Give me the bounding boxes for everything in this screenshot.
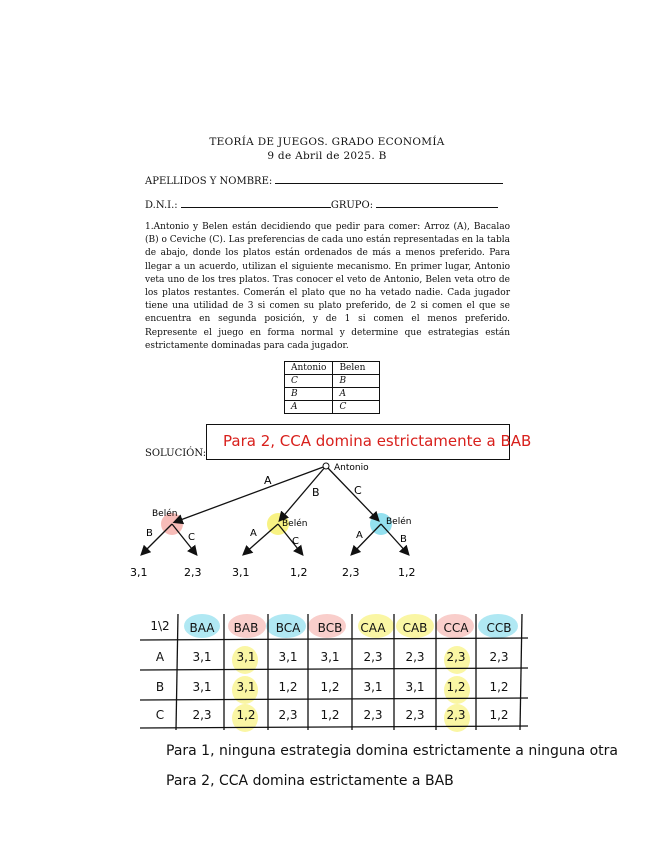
matrix-cell: 3,1 [320, 650, 340, 664]
matrix-cell: 2,3 [363, 708, 383, 722]
matrix-cell: 1,2 [320, 708, 340, 722]
col-header: BAB [233, 621, 259, 635]
belen-label-right: Belén [386, 517, 412, 527]
col-header: BCA [275, 621, 301, 635]
pref-header-antonio: Antonio [285, 362, 333, 375]
pref-header-belen: Belen [333, 362, 380, 375]
group-line [376, 197, 498, 208]
matrix-cell: 1,2 [278, 680, 298, 694]
matrix-cell: 2,3 [363, 650, 383, 664]
problem-text: 1.Antonio y Belen están decidiendo que pedir para comer: Arroz (A), Bacalao (B) o Ceviche (C). Las preferencias de cada uno están representadas en la tabla de abajo, donde los platos están ordenados de más a menos preferido. Para llegar a un acuerdo, utilizan el siguiente mecanismo. En primer lugar, Antonio veta uno de los tres platos. Tras conocer el veto de Antonio, Belen veta otro de los platos restantes. Comerán el plato que no ha vetado nadie. Cada jugador tiene una utilidad de 3 si comen su plato preferido, de 2 si comen el que se encuentra en segunda posición, y de 1 si comen el menos preferido. Represente el juego en forma normal y determine que estrategias están estrictamente dominadas para cada jugador. [145, 222, 510, 351]
matrix-cell: 3,1 [405, 680, 425, 694]
game-tree [120, 458, 440, 588]
subedge-label: A [250, 528, 257, 539]
matrix-cell: 3,1 [363, 680, 383, 694]
pref-cell: A [285, 401, 333, 414]
pref-cell: A [333, 388, 380, 401]
row-label: A [155, 650, 165, 664]
root-label: Antonio [334, 463, 369, 473]
matrix-cell: 1,2 [320, 680, 340, 694]
preferences-table [284, 361, 380, 414]
pref-cell: B [333, 375, 380, 388]
payoff: 2,3 [342, 566, 360, 579]
col-header: CAB [402, 621, 428, 635]
dni-label: D.N.I.: [145, 200, 178, 211]
matrix-cell: 1,2 [236, 708, 256, 722]
pref-cell: B [285, 388, 333, 401]
belen-label-middle: Belén [282, 519, 308, 529]
conclusion-player-1: Para 1, ninguna estrategia domina estrictamente a ninguna otra [166, 743, 619, 759]
payoff: 3,1 [232, 566, 250, 579]
pref-cell: C [333, 401, 380, 414]
matrix-cell: 2,3 [446, 650, 466, 664]
dni-group-field [145, 197, 498, 211]
matrix-corner: 1\2 [150, 619, 170, 633]
exam-date: 9 de Abril de 2025. B [267, 150, 387, 162]
col-header: BAA [189, 621, 215, 635]
root-node [323, 463, 329, 469]
name-label: APELLIDOS Y NOMBRE: [145, 176, 273, 187]
payoff: 2,3 [184, 566, 202, 579]
subedge-label: B [400, 534, 407, 545]
matrix-cell: 2,3 [446, 708, 466, 722]
name-field [145, 173, 503, 187]
belen-label-left: Belén [152, 509, 178, 519]
payoff: 1,2 [290, 566, 308, 579]
subedge-label: B [146, 528, 153, 539]
col-header: BCB [317, 621, 343, 635]
matrix-cell: 2,3 [278, 708, 298, 722]
subedge-label: C [292, 536, 299, 547]
solution-label: SOLUCIÓN: [145, 448, 207, 459]
edge-c-label: C [354, 484, 362, 497]
matrix-cell: 3,1 [278, 650, 298, 664]
col-header: CCA [443, 621, 469, 635]
matrix-cell: 1,2 [446, 680, 466, 694]
subedge-label: C [188, 532, 195, 543]
row-label: C [155, 708, 165, 722]
group-label: GRUPO: [330, 200, 374, 211]
edge-c [326, 466, 378, 520]
payoff: 1,2 [398, 566, 416, 579]
edge-b-label: B [312, 486, 320, 499]
matrix-cell: 1,2 [489, 708, 509, 722]
col-header: CAA [360, 621, 386, 635]
matrix-cell: 1,2 [489, 680, 509, 694]
edge-a [175, 466, 326, 522]
matrix-cell: 2,3 [489, 650, 509, 664]
exam-title: TEORÍA DE JUEGOS. GRADO ECONOMÍA [209, 136, 445, 148]
name-line [275, 173, 503, 184]
row-label: B [155, 680, 165, 694]
matrix-cell: 3,1 [236, 680, 256, 694]
pref-cell: C [285, 375, 333, 388]
matrix-cell: 3,1 [192, 680, 212, 694]
dni-line [181, 197, 331, 208]
matrix-cell: 2,3 [192, 708, 212, 722]
matrix-cell: 2,3 [405, 650, 425, 664]
payoff: 3,1 [130, 566, 148, 579]
edge-a-label: A [264, 474, 272, 487]
solution-box [206, 424, 532, 460]
solution-box-text: Para 2, CCA domina estrictamente a BAB [223, 432, 532, 450]
subedge-label: A [356, 530, 363, 541]
conclusion-player-2: Para 2, CCA domina estrictamente a BAB [166, 773, 454, 789]
col-header: CCB [486, 621, 512, 635]
normal-form-matrix [140, 612, 530, 732]
matrix-cell: 2,3 [405, 708, 425, 722]
matrix-cell: 3,1 [236, 650, 256, 664]
matrix-cell: 3,1 [192, 650, 212, 664]
